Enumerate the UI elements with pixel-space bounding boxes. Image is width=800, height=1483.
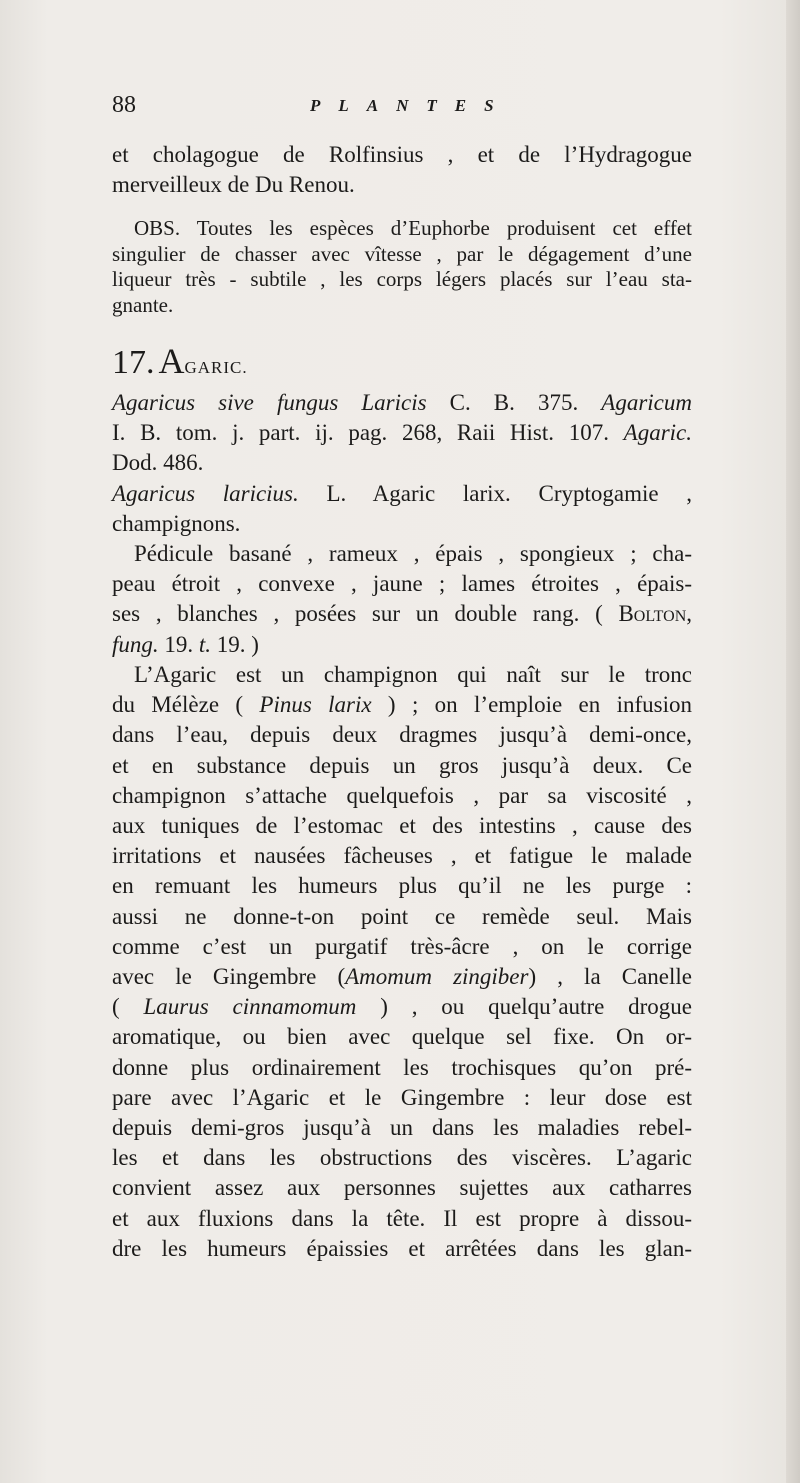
text-line: singulier de chasser avec vîtesse , par le dégagement d’une <box>112 241 692 266</box>
body-paragraph <box>112 660 692 1264</box>
text-line <box>112 388 692 418</box>
reference: L. Agaric larix. Cryptogamie , <box>298 480 692 506</box>
text-line: peau étroit , convexe , jaune ; lames étroites , épais- <box>112 571 692 597</box>
text-line <box>112 690 692 720</box>
text-run: ( <box>112 994 144 1020</box>
entry-title-rest: GARIC. <box>184 358 248 377</box>
text-line: Pédicule basané , rameux , épais , spongieux ; cha- <box>134 541 692 566</box>
text-line: dans l’eau, depuis deux dragmes jusqu’à demi-once, <box>112 722 692 748</box>
text-line: en remuant les humeurs plus qu’il ne les purge : <box>112 873 692 899</box>
text-line: Dod. 486. <box>112 450 204 476</box>
entry-heading <box>112 340 692 388</box>
text-line: dre les humeurs épaissies et arrêtées dans les glan- <box>112 1235 692 1261</box>
text-line: aussi ne donne-t-on point ce remède seul. Mais <box>112 903 692 929</box>
text-line <box>112 630 692 660</box>
text-line: aromatique, ou bien avec quelque sel fixe. On or- <box>112 1024 692 1050</box>
text-run: ) , ou quelqu’autre drogue <box>356 994 692 1020</box>
text-line: comme c’est un purgatif très-âcre , on le corrige <box>112 933 692 959</box>
latin-name: Laurus cinnamomum <box>143 994 357 1020</box>
page-header <box>112 92 692 122</box>
text-line <box>112 599 692 629</box>
text-line: gnante. <box>112 292 174 317</box>
paragraph-top <box>112 140 692 200</box>
text-line: liqueur très - subtile , les corps légers placés sur l’eau sta- <box>112 267 692 291</box>
obs-paragraph <box>112 216 692 318</box>
text-run: 19. <box>158 631 199 657</box>
text-run: ses , blanches , posées sur un double rang. ( <box>112 601 619 627</box>
text-line <box>112 992 692 1022</box>
text-run: ) ; on l’emploie en infusion <box>371 692 692 718</box>
author-name: Bolton <box>618 601 687 627</box>
running-head: PLANTES <box>310 96 512 115</box>
text-run: 19. ) <box>211 631 259 657</box>
latin-name: Agaric. <box>623 420 692 446</box>
page-number: 88 <box>112 92 136 118</box>
text-line: depuis demi-gros jusqu’à un dans les maladies rebel- <box>112 1115 692 1141</box>
text-line <box>112 418 692 448</box>
text-line: pare avec l’Agaric et le Gingembre : leur dose est <box>112 1084 692 1110</box>
latin-name: Agaricus laricius. <box>112 480 299 506</box>
text-line: donne plus ordinairement les trochisques qu’on pré- <box>112 1054 692 1080</box>
text-line: champignons. <box>112 510 241 536</box>
reference: I. B. tom. j. part. ij. pag. 268, Raii Hist. 107. <box>112 420 624 446</box>
abbreviation: t. <box>198 631 212 657</box>
text-line: irritations et nausées fâcheuses , et fatigue le malade <box>112 843 692 869</box>
text-line: merveilleux de Du Renou. <box>112 172 355 198</box>
abbreviation: fung. <box>112 631 159 657</box>
entry-title-initial: A <box>158 341 185 381</box>
text-line: et aux fluxions dans la tête. Il est propre à dissou- <box>112 1205 692 1231</box>
synonyms-block <box>112 388 692 539</box>
latin-name: Agaricus sive fungus Laricis <box>112 390 427 415</box>
text-line: champignon s’attache quelquefois , par sa viscosité , <box>112 782 692 808</box>
text-line: et cholagogue de Rolfinsius , et de l’Hydragogue <box>112 142 692 167</box>
text-run: du Mélèze ( <box>112 692 260 718</box>
text-line: les et dans les obstructions des viscères. L’agaric <box>112 1145 692 1171</box>
text-run: , <box>686 601 692 627</box>
page-edge <box>786 0 800 1483</box>
text-run: ) , la Canelle <box>528 964 692 990</box>
text-line <box>112 479 692 509</box>
text-line: L’Agaric est un champignon qui naît sur le tronc <box>134 662 692 687</box>
text-run: avec le Gingembre ( <box>112 964 346 990</box>
text-line: et en substance depuis un gros jusqu’à deux. Ce <box>112 752 692 778</box>
text-line: OBS. Toutes les espèces d’Euphorbe produisent cet effet <box>134 216 692 240</box>
latin-name: Amomum zingiber <box>345 964 529 990</box>
description-paragraph <box>112 539 692 660</box>
entry-number: 17. <box>112 344 155 381</box>
latin-name: Agaricum <box>601 390 692 415</box>
latin-name: Pinus larix <box>259 692 372 718</box>
reference: C. B. 375. <box>426 390 602 415</box>
text-line: convient assez aux personnes sujettes aux catharres <box>112 1175 692 1201</box>
text-line: aux tuniques de l’estomac et des intestins , cause des <box>112 813 692 839</box>
text-line <box>112 962 692 992</box>
